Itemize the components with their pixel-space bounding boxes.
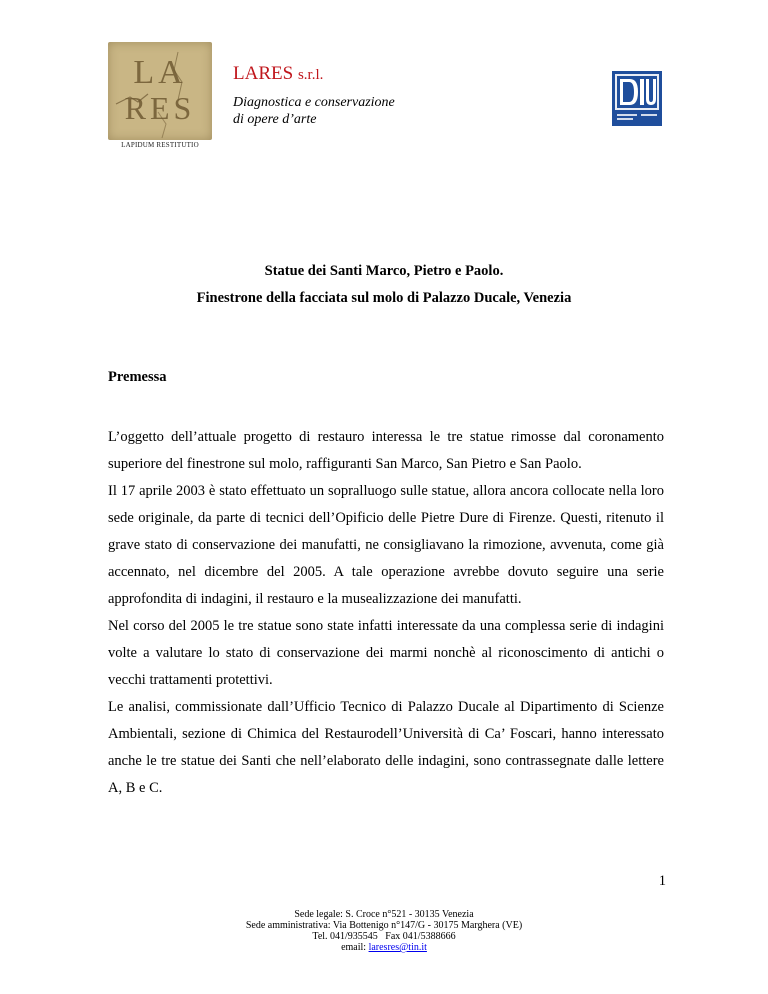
paragraph: L’oggetto dell’attuale progetto di restauro interessa le tre statue rimosse dal coronamento superiore del finestrone sul molo, raffiguranti San Marco, San Pietro e San Paolo. (108, 429, 664, 472)
company-name (233, 63, 323, 85)
footer-admin-address: Sede amministrativa: Via Bottenigo n°147/G - 30175 Marghera (VE) (245, 920, 523, 931)
footer-phone-fax: Tel. 041/935545 Fax 041/5388666 (312, 931, 456, 942)
footer-legal-address: Sede legale: S. Croce n°521 - 30135 Venezia (294, 909, 474, 920)
footer-email-label: email: (341, 942, 369, 953)
title-line-2: Finestrone della facciata sul molo di Palazzo Ducale, Venezia (196, 290, 572, 306)
page-footer (0, 909, 768, 953)
company-tagline (233, 94, 453, 128)
logo-text-top: LA (133, 54, 187, 91)
section-heading: Premessa (108, 369, 167, 385)
logo-text-bottom: RES (124, 90, 196, 126)
diqu-certification-badge-icon (612, 71, 662, 126)
page-number: 1 (658, 873, 666, 889)
tagline-line-2: di opere d’arte (233, 112, 317, 127)
footer-email-link[interactable]: laresres@tin.it (368, 942, 427, 953)
document-title (0, 258, 768, 312)
company-name-main: LARES (233, 63, 294, 84)
paragraph: Nel corso del 2005 le tre statue sono state infatti interessate da una complessa serie di indagini volte a valutare lo stato di conservazione dei marmi nonchè al riconoscimento di antichi o vecchi trattamenti protettivi. (108, 618, 664, 688)
badge-graphic (612, 71, 662, 126)
paragraph: Le analisi, commissionate dall’Ufficio Tecnico di Palazzo Ducale al Dipartimento di Scienze Ambientali, sezione di Chimica del Restaurodell’Università di Ca’ Foscari, hanno interessato anche le tre statue dei Santi che nell’elaborato delle indagini, sono contrassegnate dalle lettere A, B e C. (108, 699, 664, 796)
lares-stone-logo-icon (108, 42, 212, 140)
paragraph: Il 17 aprile 2003 è stato effettuato un sopralluogo sulle statue, allora ancora collocate nella loro sede originale, da parte di tecnici dell’Opificio delle Pietre Dure di Firenze. Questi, ritenuto il grave stato di conservazione dei manufatti, ne consigliavano la rimozione, avvenuta, come già accennato, nel dicembre del 2005. A tale operazione avrebbe dovuto seguire una serie approfondita di indagini, il restauro e la musealizzazione dei manufatti. (108, 483, 664, 607)
logo-caption: LAPIDUM RESTITUTIO (121, 141, 199, 149)
company-name-suffix: s.r.l. (297, 67, 324, 83)
title-line-1: Statue dei Santi Marco, Pietro e Paolo. (264, 263, 504, 279)
footer-email-line (0, 942, 768, 953)
tagline-line-1: Diagnostica e conservazione (233, 95, 395, 110)
document-body (108, 424, 664, 802)
